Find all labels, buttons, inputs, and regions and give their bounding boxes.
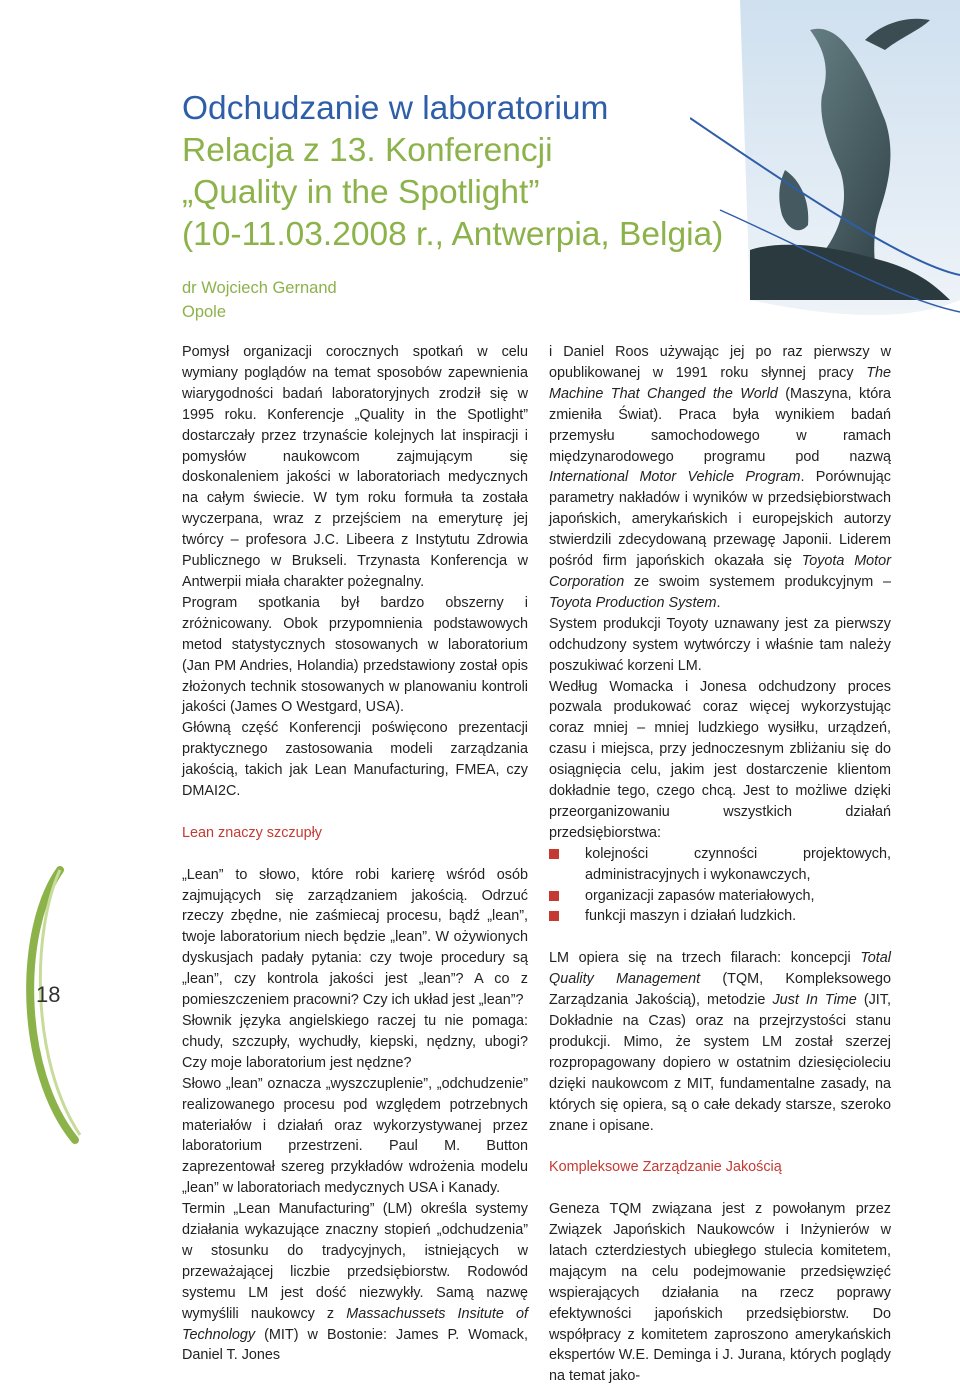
lean-paragraph-1: „Lean” to słowo, które robi karierę wśród osób zajmujących się zarządzaniem jakością. Odrzuć rzeczy zbędne, nie zaśmiecaj procesu, bądź „lean”, twoje laboratorium niech będzie „lean”. W ożywionych dyskusjach padały pytania: czy twoje procedury są „lean”, czy kontrola jakości jest „lean”? A co z pomieszczeniem pracowni? Czy ich układ jest „lean”? [182, 866, 528, 1009]
author-city: Opole [182, 303, 227, 321]
lean-paragraph-2: Słownik języka angielskiego raczej tu nie pomaga: chudy, szczupły, wychudły, kiepski, nędzny, ubogi? Czy moje laboratorium jest nędzne? [182, 1012, 528, 1071]
pillars-paragraph: LM opiera się na trzech filarach: koncepcji Total Quality Management (TQM, Kompleksowego Zarządzania Jakością), metodzie Just In Time (JIT, Dokładnie na Czas) oraz na przejrzystości stanu produkcji. Mimo, że system LM został szerzej rozpropagowany dopiero w ostatnim dziesięcioleciu dzięki naukowcom z MIT, fundamentalne zasady, na których się opiera, są o całe dekady starsze, szeroko znane i opisane. [549, 950, 891, 1134]
title-line-3: „Quality in the Spotlight” [182, 174, 540, 211]
author-name: dr Wojciech Gernand [182, 279, 337, 297]
author-block [182, 276, 337, 324]
title-line-2: Relacja z 13. Konferencji [182, 132, 553, 169]
list-item: funkcji maszyn i działań ludzkich. [549, 906, 891, 927]
list-item: organizacji zapasów materiałowych, [549, 886, 891, 907]
section-heading-tqm: Kompleksowe Zarządzanie Jakością [549, 1159, 782, 1176]
right-column [549, 342, 891, 1387]
models-paragraph: Główną część Konferencji poświęcono prezentacji praktycznego zastosowania modeli zarządzania jakością, takich jak Lean Manufacturing, FMEA, czy DMAI2C. [182, 720, 528, 800]
intro-paragraph: Pomysł organizacji corocznych spotkań w celu wymiany poglądów na temat sposobów zapewnienia wiarygodności badań laboratoryjnych zrodził się w 1995 roku. Konferencje „Quality in the Spotlight” dostarczały przez trzynaście kolejnych lat inspiracji i pomysłów naukowcom zajmującym się doskonaleniem jakości w laboratoriach medycznych na całym świecie. W tym roku formuła ta została wyczerpana, wraz z przejściem na emeryturę jej twórcy – profesora J.C. Libeera z Instytutu Zdrowia Publicznego w Brukseli. Trzynasta Konferencja w Antwerpii miała charakter pożegnalny. [182, 344, 528, 590]
mit-paragraph: i Daniel Roos używając jej po raz pierwszy w opublikowanej w 1991 roku słynnej pracy The Machine That Changed the World (Maszyna, która zmieniła Świat). Praca była wynikiem badań przemysłu samochodowego w ramach międzynarodowego programu pod nazwą International Motor Vehicle Program. Porównując parametry nakładów i wyników w przedsiębiorstwach japońskich, amerykańskich i europejskich autorzy stwierdzili zdecydowaną przewagę Japonii. Liderem pośród firm japońskich okazała się Toyota Motor Corporation ze swoim systemem produkcyjnym – Toyota Production System. [549, 344, 891, 611]
womack-paragraph: Według Womacka i Jonesa odchudzony proces pozwala produkować coraz więcej wykorzystując coraz mniej – mniej ludzkiego wysiłku, urządzeń, czasu i miejsca, przy jednoczesnym zbliżaniu się do osiągnięcia celu, jakim jest dostarczenie klientom dokładnie tego, czego chcą. Jest to możliwe dzięki przeorganizowaniu wszystkich działań przedsiębiorstwa: [549, 678, 891, 841]
title-line-4: (10-11.03.2008 r., Antwerpia, Belgia) [182, 216, 724, 253]
list-item: kolejności czynności projektowych, administracyjnych i wykonawczych, [549, 844, 891, 886]
page-number: 18 [36, 982, 61, 1007]
program-paragraph: Program spotkania był bardzo obszerny i zróżnicowany. Obok przypomnienia podstawowych metod statystycznych stosowanych w laboratorium (Jan PM Andries, Holandia) przedstawiony został opis złożonych technik stosowanych w planowaniu kontroli jakości (James O Westgard, USA). [182, 594, 528, 716]
lean-paragraph-3: Słowo „lean” oznacza „wyszczuplenie”, „odchudzenie” realizowanego procesu pod względem potrzebnych materiałów i działań oraz wykorzystywanej przez laboratorium przestrzeni. Paul M. Button zaprezentował szereg przykładów wdrożenia modelu „lean” w laboratoriach medycznych USA i Kanady. [182, 1075, 528, 1197]
lean-paragraph-4: Termin „Lean Manufacturing” (LM) określa systemy działania wykazujące znaczny stopień „odchudzenia” w stosunku do tradycyjnych, istniejących w przeważającej liczbie przedsiębiorstw. Rodowód systemu LM jest dość niezwykły. Samą nazwę wymyślili naukowcy z Massachussets Insitute of Technology (MIT) w Bostonie: James P. Womack, Daniel T. Jones [182, 1201, 528, 1364]
left-column [182, 342, 528, 1366]
section-heading-lean: Lean znaczy szczupły [182, 824, 322, 841]
tqm-paragraph: Geneza TQM związana jest z powołanym przez Związek Japońskich Naukowców i Inżynierów w latach czterdziestych ubiegłego stulecia komitetem, mającym na celu podejmowanie przedsięwzięć wspierających działania na rzecz poprawy efektywności japońskich przedsiębiorstw. Do współpracy z komitetem zaproszono amerykańskich ekspertów W.E. Deminga i J. Jurana, których poglądy na temat jako- [549, 1201, 891, 1385]
reorganization-list [549, 844, 891, 928]
toyota-paragraph: System produkcji Toyoty uznawany jest za pierwszy odchudzony system wytwórczy i właśnie tam należy poszukiwać korzeni LM. [549, 615, 891, 674]
title-line-1: Odchudzanie w laboratorium [182, 90, 609, 127]
article-title [182, 88, 742, 256]
